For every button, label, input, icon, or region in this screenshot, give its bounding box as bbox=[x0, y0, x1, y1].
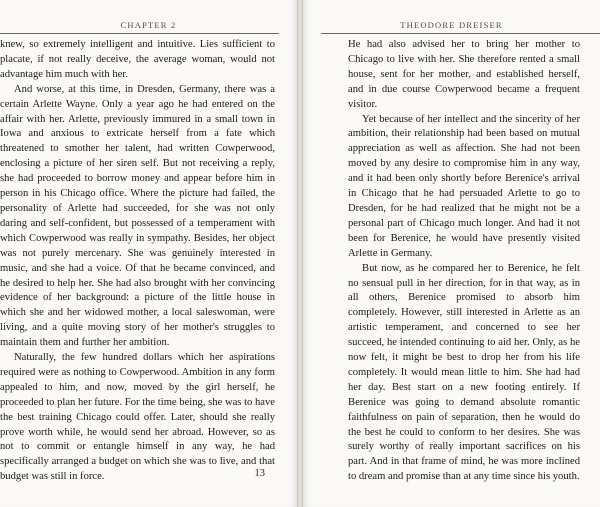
paragraph: And worse, at this time, in Dresden, Germany, there was a certain Arlette Wayne. Only a year ago he had entered on the affair with her. Arlette, previously immured in a small town in Iowa and anxious to extricate herself from a fate which threatened to smother her talent, had written Cowperwood, enclosing a picture of her siren self. But not receiving a reply, she had proceeded to borrow money and appear before him in person in his Chicago office. Where the picture had failed, the personality of Arlette had succeeded, for she was not only daring and self-confident, but possessed of a temperament with which Cowperwood was really in sympathy. Besides, her object was not purely mercenary. She was genuinely interested in music, and she had a voice. Of that he became convinced, and he desired to help her. She had also brought with her convincing evidence of her background: a picture of the little house in which she and her widowed mother, a local saleswoman, were living, and a quite moving story of her mother's struggles to maintain them and further her ambition. bbox=[0, 83, 275, 349]
left-page-text bbox=[0, 38, 275, 485]
running-head-author: THEODORE DREISER bbox=[400, 20, 503, 30]
paragraph: Naturally, the few hundred dollars which her aspirations required were as nothing to Cowperwood. Ambition in any form appealed to him, and now, moved by the girl herself, he proceeded to plan her future. For the time being, she was to have the best training Chicago could offer. Later, should she really prove worth while, he would send her abroad. However, so as not to commit or entangle himself in any way, he had specifically arranged a budget on which she was to live, and that budget was still in force. bbox=[0, 352, 275, 483]
page-number: 13 bbox=[254, 468, 265, 479]
right-page-text bbox=[348, 38, 580, 485]
header-rule bbox=[321, 33, 600, 34]
running-head-chapter: CHAPTER 2 bbox=[120, 20, 177, 30]
right-page bbox=[303, 0, 600, 507]
header-rule bbox=[0, 33, 279, 34]
left-page bbox=[0, 0, 297, 507]
paragraph: But now, as he compared her to Berenice, he felt no sensual pull in her direction, for in that way, as in all others, Berenice promised to absorb him completely. However, still interested in Arlette as an artistic temperament, and concerned to see her succeed, he intended continuing to aid her. Only, as he now felt, it might be best to drop her from his life completely. It would mean little to him. She had had her day. Best start on a new footing entirely. If Berenice was going to demand absolute romantic faithfulness on pain of separation, then he would do the best he could to conform to her desires. She was surely worthy of really important sacrifices on his part. And in that frame of mind, he was more inclined to dream and promise than at any time since his youth. bbox=[348, 262, 580, 483]
paragraph: He had also advised her to bring her mother to Chicago to live with her. She therefore rented a small house, sent for her mother, and established herself, and in due course Cowperwood became a frequent visitor. bbox=[348, 39, 580, 110]
paragraph: knew, so extremely intelligent and intuitive. Lies sufficient to placate, if not really deceive, the average woman, would not advantage him much with her. bbox=[0, 39, 275, 80]
paragraph: Yet because of her intellect and the sincerity of her ambition, their relationship had been based on mutual appreciation as well as affection. She had not been moved by any desire to compromise him in any way, and it had been only shortly before Berenice's arrival in Chicago that he had persuaded Arlette to go to Dresden, for he had realized that he might not be a personal part of Chicago much longer. And had it not been for Berenice, he would have presently visited Arlette in Germany. bbox=[348, 113, 580, 259]
